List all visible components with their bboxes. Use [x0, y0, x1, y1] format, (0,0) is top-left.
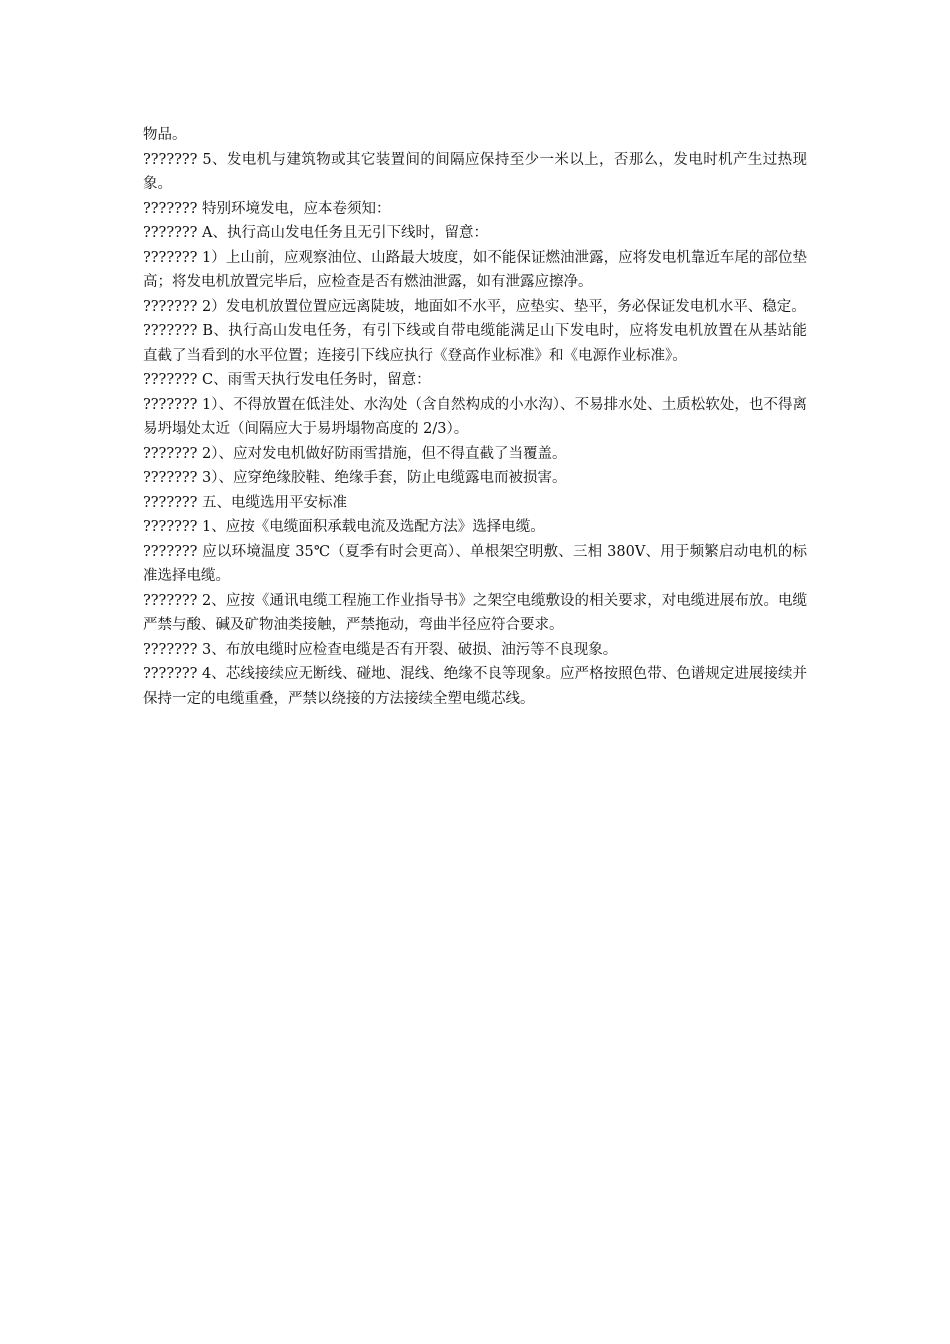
paragraph: ??????? 1）上山前，应观察油位、山路最大坡度，如不能保证燃油泄露，应将发电机靠近车尾的部位垫高；将发电机放置完毕后，应检查是否有燃油泄露，如有泄露应擦净。	[143, 249, 807, 290]
paragraph: ??????? 1、应按《电缆面积承载电流及选配方法》选择电缆。	[143, 519, 545, 535]
paragraph: 物品。	[143, 127, 187, 143]
paragraph: ??????? 应以环境温度 35℃（夏季有时会更高）、单根架空明敷、三相 380V、用于频繁启动电机的标准选择电缆。	[143, 543, 807, 584]
paragraph: ??????? B、执行高山发电任务，有引下线或自带电缆能满足山下发电时，应将发电机放置在从基站能直截了当看到的水平位置；连接引下线应执行《登高作业标准》和《电源作业标准》。	[143, 323, 807, 364]
paragraph: ??????? A、执行高山发电任务且无引下线时，留意：	[143, 225, 488, 241]
paragraph: ??????? 1）、不得放置在低洼处、水沟处（含自然构成的小水沟）、不易排水处、土质松软处，也不得离易坍塌处太近（间隔应大于易坍塌物高度的 2/3）。	[143, 396, 807, 437]
section-heading: ??????? 五、电缆选用平安标准	[143, 494, 348, 511]
paragraph: ??????? 2）发电机放置位置应远离陡坡，地面如不水平，应垫实、垫平，务必保证发电机水平、稳定。	[143, 298, 806, 315]
paragraph: ??????? 特别环境发电，应本卷须知：	[143, 200, 391, 217]
paragraph: ??????? 2）、应对发电机做好防雨雪措施，但不得直截了当覆盖。	[143, 445, 567, 462]
document-body	[143, 123, 807, 711]
paragraph: ??????? C、雨雪天执行发电任务时，留意：	[143, 372, 431, 388]
paragraph: ??????? 2、应按《通讯电缆工程施工作业指导书》之架空电缆敷设的相关要求，对电缆进展布放。电缆严禁与酸、碱及矿物油类接触，严禁拖动，弯曲半径应符合要求。	[143, 592, 807, 633]
paragraph: ??????? 3）、应穿绝缘胶鞋、绝缘手套，防止电缆露电而被损害。	[143, 470, 567, 486]
paragraph: ??????? 4、芯线接续应无断线、碰地、混线、绝缘不良等现象。应严格按照色带、色谱规定进展接续并保持一定的电缆重叠，严禁以绕接的方法接续全塑电缆芯线。	[143, 666, 807, 707]
paragraph: ??????? 5、发电机与建筑物或其它装置间的间隔应保持至少一米以上，否那么，发电时机产生过热现象。	[143, 151, 807, 192]
paragraph: ??????? 3、布放电缆时应检查电缆是否有开裂、破损、油污等不良现象。	[143, 641, 618, 658]
